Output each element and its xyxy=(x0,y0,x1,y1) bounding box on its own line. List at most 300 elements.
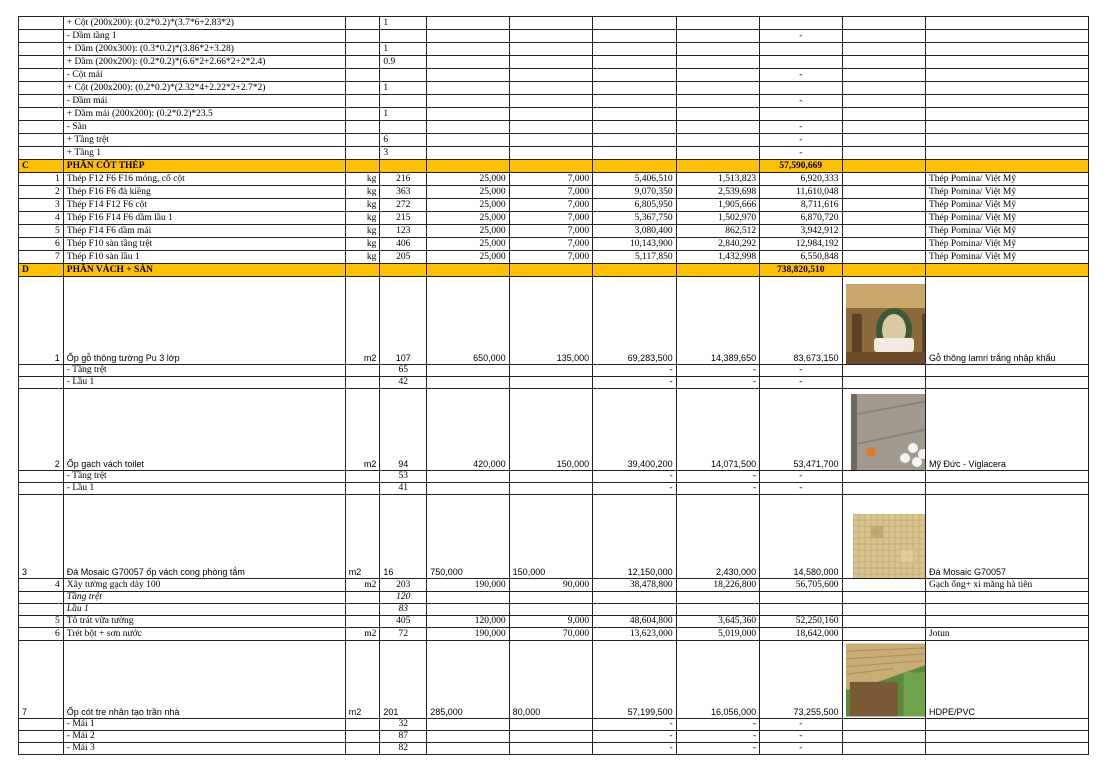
quantity-cell[interactable]: 3 xyxy=(380,147,427,160)
note-cell[interactable]: Thép Pomina/ Việt Mỹ xyxy=(926,186,1089,199)
labor-total-cell[interactable]: - xyxy=(676,743,759,755)
section-title[interactable]: PHẦN CỐT THÉP xyxy=(63,160,345,173)
material-price-cell[interactable]: 285,000 xyxy=(427,641,509,719)
labor-price-cell[interactable] xyxy=(509,604,592,616)
item-no-cell[interactable]: 6 xyxy=(19,238,64,251)
cell[interactable] xyxy=(427,17,509,30)
total-cell[interactable]: - xyxy=(760,719,842,731)
item-name-cell[interactable]: + Tầng trệt xyxy=(63,134,345,147)
cell[interactable] xyxy=(427,264,509,277)
material-price-cell[interactable] xyxy=(427,743,509,755)
cell[interactable] xyxy=(427,134,509,147)
note-cell[interactable]: HDPE/PVC xyxy=(926,641,1089,719)
cell[interactable] xyxy=(676,264,759,277)
quantity-cell[interactable]: 203 xyxy=(380,579,427,592)
material-price-cell[interactable]: 25,000 xyxy=(427,238,509,251)
quantity-cell[interactable]: 406 xyxy=(380,238,427,251)
cell[interactable] xyxy=(380,160,427,173)
note-cell[interactable] xyxy=(926,483,1089,495)
total-cell[interactable]: 53,471,700 xyxy=(760,389,842,471)
labor-price-cell[interactable]: 9,000 xyxy=(509,616,592,628)
item-name-cell[interactable]: - Sàn xyxy=(63,121,345,134)
item-name-cell[interactable]: Thép F16 F6 đà kiềng xyxy=(63,186,345,199)
item-no-cell[interactable] xyxy=(19,592,64,604)
note-cell[interactable] xyxy=(926,616,1089,628)
total-cell[interactable] xyxy=(760,17,842,30)
cell[interactable] xyxy=(593,30,676,43)
material-total-cell[interactable]: - xyxy=(593,731,676,743)
item-name-cell[interactable]: + Cột (200x200): (0.2*0.2)*(3.7*6+2.83*2) xyxy=(63,17,345,30)
item-no-cell[interactable] xyxy=(19,95,64,108)
material-price-cell[interactable] xyxy=(427,731,509,743)
labor-price-cell[interactable]: 7,000 xyxy=(509,186,592,199)
unit-cell[interactable]: m2 xyxy=(345,628,380,641)
material-total-cell[interactable]: - xyxy=(593,365,676,377)
item-no-cell[interactable] xyxy=(19,69,64,82)
material-total-cell[interactable]: 48,604,800 xyxy=(593,616,676,628)
item-name-cell[interactable]: + Dầm (200x200): (0.2*0.2)*(6.6*2+2.66*2+2*2.4) xyxy=(63,56,345,69)
material-price-cell[interactable]: 25,000 xyxy=(427,173,509,186)
quantity-cell[interactable]: 215 xyxy=(380,212,427,225)
cell[interactable] xyxy=(509,108,592,121)
material-total-cell[interactable]: 9,070,350 xyxy=(593,186,676,199)
note-cell[interactable] xyxy=(926,471,1089,483)
cell[interactable] xyxy=(380,264,427,277)
total-cell[interactable]: 56,705,600 xyxy=(760,579,842,592)
item-no-cell[interactable] xyxy=(19,56,64,69)
labor-price-cell[interactable] xyxy=(509,731,592,743)
item-name-cell[interactable]: Thép F14 F12 F6 cột xyxy=(63,199,345,212)
cell[interactable] xyxy=(676,95,759,108)
item-no-cell[interactable]: 7 xyxy=(19,641,64,719)
cell[interactable] xyxy=(509,160,592,173)
quantity-cell[interactable]: 107 xyxy=(380,277,427,365)
cell[interactable] xyxy=(427,30,509,43)
cell[interactable] xyxy=(509,82,592,95)
unit-cell[interactable]: m2 xyxy=(345,641,380,719)
labor-total-cell[interactable]: 1,513,823 xyxy=(676,173,759,186)
unit-cell[interactable] xyxy=(345,17,380,30)
cell[interactable] xyxy=(926,134,1089,147)
unit-cell[interactable]: m2 xyxy=(345,579,380,592)
item-no-cell[interactable] xyxy=(19,134,64,147)
material-total-cell[interactable] xyxy=(593,592,676,604)
material-total-cell[interactable]: - xyxy=(593,719,676,731)
total-cell[interactable]: 52,250,160 xyxy=(760,616,842,628)
quantity-cell[interactable]: 83 xyxy=(380,604,427,616)
labor-price-cell[interactable]: 150,000 xyxy=(509,495,592,579)
labor-price-cell[interactable]: 90,000 xyxy=(509,579,592,592)
cell[interactable] xyxy=(926,30,1089,43)
total-cell[interactable]: 12,984,192 xyxy=(760,238,842,251)
quantity-cell[interactable]: 1 xyxy=(380,108,427,121)
cell[interactable] xyxy=(509,134,592,147)
cell[interactable] xyxy=(842,56,925,69)
total-cell[interactable]: 6,920,333 xyxy=(760,173,842,186)
total-cell[interactable]: 8,711,616 xyxy=(760,199,842,212)
labor-total-cell[interactable]: - xyxy=(676,471,759,483)
labor-total-cell[interactable]: 18,226,800 xyxy=(676,579,759,592)
item-name-cell[interactable]: - Lầu 1 xyxy=(63,483,345,495)
note-cell[interactable]: Jotun xyxy=(926,628,1089,641)
cell[interactable] xyxy=(345,160,380,173)
total-cell[interactable]: - xyxy=(760,471,842,483)
unit-cell[interactable]: kg xyxy=(345,212,380,225)
labor-price-cell[interactable] xyxy=(509,483,592,495)
cell[interactable] xyxy=(842,147,925,160)
note-cell[interactable] xyxy=(926,365,1089,377)
item-name-cell[interactable]: Thép F10 sàn lầu 1 xyxy=(63,251,345,264)
material-total-cell[interactable]: 39,400,200 xyxy=(593,389,676,471)
material-price-cell[interactable] xyxy=(427,471,509,483)
item-name-cell[interactable]: - Dầm tầng 1 xyxy=(63,30,345,43)
item-no-cell[interactable]: 7 xyxy=(19,251,64,264)
total-cell[interactable]: - xyxy=(760,69,842,82)
total-cell[interactable]: - xyxy=(760,95,842,108)
section-code[interactable]: C xyxy=(19,160,64,173)
unit-cell[interactable]: kg xyxy=(345,186,380,199)
quantity-cell[interactable]: 123 xyxy=(380,225,427,238)
item-no-cell[interactable] xyxy=(19,743,64,755)
labor-total-cell[interactable]: 14,071,500 xyxy=(676,389,759,471)
labor-price-cell[interactable]: 7,000 xyxy=(509,212,592,225)
cell[interactable] xyxy=(593,121,676,134)
labor-total-cell[interactable]: 862,512 xyxy=(676,225,759,238)
item-no-cell[interactable] xyxy=(19,147,64,160)
cell[interactable] xyxy=(593,147,676,160)
cell[interactable] xyxy=(509,17,592,30)
cell[interactable] xyxy=(926,95,1089,108)
cell[interactable] xyxy=(427,95,509,108)
labor-price-cell[interactable] xyxy=(509,365,592,377)
item-name-cell[interactable]: - Mái 3 xyxy=(63,743,345,755)
item-name-cell[interactable]: Ốp gỗ thông tường Pu 3 lớp xyxy=(63,277,345,365)
section-code[interactable]: D xyxy=(19,264,64,277)
total-cell[interactable]: - xyxy=(760,377,842,389)
item-no-cell[interactable] xyxy=(19,377,64,389)
unit-cell[interactable]: kg xyxy=(345,173,380,186)
cell[interactable] xyxy=(676,108,759,121)
labor-total-cell[interactable]: 1,905,666 xyxy=(676,199,759,212)
note-cell[interactable]: Gạch ống+ xi măng hà tiên xyxy=(926,579,1089,592)
item-name-cell[interactable]: Thép F12 F6 F16 móng, cổ cột xyxy=(63,173,345,186)
material-price-cell[interactable] xyxy=(427,483,509,495)
material-total-cell[interactable]: 10,143,900 xyxy=(593,238,676,251)
cell[interactable] xyxy=(842,17,925,30)
quantity-cell[interactable]: 1 xyxy=(380,43,427,56)
quantity-cell[interactable]: 1 xyxy=(380,17,427,30)
cell[interactable] xyxy=(509,30,592,43)
cell[interactable] xyxy=(427,82,509,95)
cell[interactable] xyxy=(427,160,509,173)
total-cell[interactable] xyxy=(760,43,842,56)
labor-total-cell[interactable]: 14,389,650 xyxy=(676,277,759,365)
quantity-cell[interactable]: 53 xyxy=(380,471,427,483)
quantity-cell[interactable] xyxy=(380,121,427,134)
labor-total-cell[interactable]: 2,539,698 xyxy=(676,186,759,199)
cell[interactable] xyxy=(593,17,676,30)
total-cell[interactable]: - xyxy=(760,121,842,134)
item-name-cell[interactable]: + Dầm mái (200x200): (0.2*0.2)*23.5 xyxy=(63,108,345,121)
total-cell[interactable]: 18,642,000 xyxy=(760,628,842,641)
unit-cell[interactable] xyxy=(345,95,380,108)
cell[interactable] xyxy=(842,121,925,134)
item-no-cell[interactable]: 4 xyxy=(19,212,64,225)
material-price-cell[interactable]: 25,000 xyxy=(427,212,509,225)
material-price-cell[interactable] xyxy=(427,365,509,377)
item-no-cell[interactable]: 1 xyxy=(19,173,64,186)
unit-cell[interactable] xyxy=(345,43,380,56)
item-no-cell[interactable] xyxy=(19,365,64,377)
cell[interactable] xyxy=(427,108,509,121)
note-cell[interactable] xyxy=(926,604,1089,616)
unit-cell[interactable] xyxy=(345,743,380,755)
material-price-cell[interactable] xyxy=(427,719,509,731)
unit-cell[interactable] xyxy=(345,365,380,377)
item-no-cell[interactable]: 3 xyxy=(19,495,64,579)
note-cell[interactable] xyxy=(926,592,1089,604)
material-price-cell[interactable]: 25,000 xyxy=(427,199,509,212)
quantity-cell[interactable]: 42 xyxy=(380,377,427,389)
cell[interactable] xyxy=(593,95,676,108)
item-no-cell[interactable] xyxy=(19,604,64,616)
item-no-cell[interactable] xyxy=(19,30,64,43)
quantity-cell[interactable]: 65 xyxy=(380,365,427,377)
cell[interactable] xyxy=(427,43,509,56)
total-cell[interactable]: - xyxy=(760,483,842,495)
cell[interactable] xyxy=(842,264,925,277)
quantity-cell[interactable]: 87 xyxy=(380,731,427,743)
labor-price-cell[interactable] xyxy=(509,719,592,731)
item-no-cell[interactable]: 3 xyxy=(19,199,64,212)
labor-total-cell[interactable]: - xyxy=(676,365,759,377)
item-no-cell[interactable] xyxy=(19,43,64,56)
quantity-cell[interactable] xyxy=(380,69,427,82)
cell[interactable] xyxy=(427,121,509,134)
material-price-cell[interactable] xyxy=(427,592,509,604)
note-cell[interactable]: Thép Pomina/ Việt Mỹ xyxy=(926,238,1089,251)
note-cell[interactable]: Thép Pomina/ Việt Mỹ xyxy=(926,199,1089,212)
item-name-cell[interactable]: Thép F16 F14 F6 dầm lầu 1 xyxy=(63,212,345,225)
cell[interactable] xyxy=(926,56,1089,69)
quantity-cell[interactable]: 205 xyxy=(380,251,427,264)
item-name-cell[interactable]: + Dầm (200x300): (0.3*0.2)*(3.86*2+3.28) xyxy=(63,43,345,56)
cell[interactable] xyxy=(593,69,676,82)
unit-cell[interactable] xyxy=(345,69,380,82)
quantity-cell[interactable]: 6 xyxy=(380,134,427,147)
cell[interactable] xyxy=(926,69,1089,82)
item-no-cell[interactable]: 4 xyxy=(19,579,64,592)
unit-cell[interactable] xyxy=(345,147,380,160)
cell[interactable] xyxy=(345,264,380,277)
unit-cell[interactable] xyxy=(345,592,380,604)
material-price-cell[interactable]: 190,000 xyxy=(427,628,509,641)
cell[interactable] xyxy=(509,147,592,160)
item-no-cell[interactable] xyxy=(19,17,64,30)
cell[interactable] xyxy=(427,69,509,82)
cell[interactable] xyxy=(676,147,759,160)
total-cell[interactable] xyxy=(760,108,842,121)
cell[interactable] xyxy=(926,160,1089,173)
material-total-cell[interactable]: - xyxy=(593,743,676,755)
total-cell[interactable] xyxy=(760,56,842,69)
material-total-cell[interactable]: 12,150,000 xyxy=(593,495,676,579)
cell[interactable] xyxy=(593,108,676,121)
item-no-cell[interactable] xyxy=(19,719,64,731)
cell[interactable] xyxy=(926,264,1089,277)
quantity-cell[interactable]: 94 xyxy=(380,389,427,471)
material-price-cell[interactable]: 25,000 xyxy=(427,225,509,238)
cell[interactable] xyxy=(509,121,592,134)
cell[interactable] xyxy=(842,82,925,95)
material-price-cell[interactable]: 25,000 xyxy=(427,251,509,264)
item-no-cell[interactable] xyxy=(19,121,64,134)
item-no-cell[interactable]: 6 xyxy=(19,628,64,641)
unit-cell[interactable] xyxy=(345,616,380,628)
material-total-cell[interactable]: - xyxy=(593,471,676,483)
material-price-cell[interactable] xyxy=(427,377,509,389)
item-name-cell[interactable]: - Dầm mái xyxy=(63,95,345,108)
item-no-cell[interactable]: 1 xyxy=(19,277,64,365)
note-cell[interactable]: Đá Mosaic G70057 xyxy=(926,495,1089,579)
labor-total-cell[interactable]: 16,056,000 xyxy=(676,641,759,719)
cell[interactable] xyxy=(926,121,1089,134)
cell[interactable] xyxy=(593,264,676,277)
item-no-cell[interactable] xyxy=(19,483,64,495)
item-name-cell[interactable]: Ốp cót tre nhân tạo trần nhà xyxy=(63,641,345,719)
material-total-cell[interactable] xyxy=(593,604,676,616)
cell[interactable] xyxy=(509,69,592,82)
cell[interactable] xyxy=(509,56,592,69)
quantity-cell[interactable]: 120 xyxy=(380,592,427,604)
item-name-cell[interactable]: Tô trát vữa tường xyxy=(63,616,345,628)
labor-price-cell[interactable]: 135,000 xyxy=(509,277,592,365)
quantity-cell[interactable]: 216 xyxy=(380,173,427,186)
section-total[interactable]: 57,590,669 xyxy=(760,160,842,173)
item-no-cell[interactable] xyxy=(19,108,64,121)
labor-total-cell[interactable]: - xyxy=(676,731,759,743)
item-no-cell[interactable]: 2 xyxy=(19,389,64,471)
labor-price-cell[interactable] xyxy=(509,471,592,483)
item-name-cell[interactable]: - Tầng trệt xyxy=(63,471,345,483)
cell[interactable] xyxy=(842,30,925,43)
material-total-cell[interactable]: - xyxy=(593,483,676,495)
material-price-cell[interactable] xyxy=(427,604,509,616)
cell[interactable] xyxy=(926,17,1089,30)
quantity-cell[interactable]: 405 xyxy=(380,616,427,628)
total-cell[interactable]: - xyxy=(760,30,842,43)
material-total-cell[interactable]: 13,623,000 xyxy=(593,628,676,641)
unit-cell[interactable]: kg xyxy=(345,238,380,251)
cell[interactable] xyxy=(676,43,759,56)
quantity-cell[interactable]: 16 xyxy=(380,495,427,579)
unit-cell[interactable] xyxy=(345,731,380,743)
cell[interactable] xyxy=(593,56,676,69)
material-price-cell[interactable]: 650,000 xyxy=(427,277,509,365)
unit-cell[interactable] xyxy=(345,108,380,121)
unit-cell[interactable] xyxy=(345,121,380,134)
total-cell[interactable]: 83,673,150 xyxy=(760,277,842,365)
unit-cell[interactable] xyxy=(345,56,380,69)
material-total-cell[interactable]: 57,199,500 xyxy=(593,641,676,719)
material-total-cell[interactable]: 6,805,950 xyxy=(593,199,676,212)
cell[interactable] xyxy=(842,69,925,82)
item-name-cell[interactable]: - Tầng trệt xyxy=(63,365,345,377)
item-name-cell[interactable]: - Mái 1 xyxy=(63,719,345,731)
labor-total-cell[interactable]: 3,645,360 xyxy=(676,616,759,628)
total-cell[interactable]: - xyxy=(760,134,842,147)
quantity-cell[interactable]: 82 xyxy=(380,743,427,755)
labor-total-cell[interactable] xyxy=(676,604,759,616)
total-cell[interactable]: 6,550,848 xyxy=(760,251,842,264)
cell[interactable] xyxy=(842,95,925,108)
quantity-cell[interactable] xyxy=(380,30,427,43)
item-name-cell[interactable]: Tầng trệt xyxy=(63,592,345,604)
note-cell[interactable]: Thép Pomina/ Việt Mỹ xyxy=(926,173,1089,186)
cell[interactable] xyxy=(676,82,759,95)
unit-cell[interactable] xyxy=(345,719,380,731)
section-total[interactable]: 738,820,510 xyxy=(760,264,842,277)
section-title[interactable]: PHẦN VÁCH + SÀN xyxy=(63,264,345,277)
labor-price-cell[interactable]: 80,000 xyxy=(509,641,592,719)
material-price-cell[interactable]: 750,000 xyxy=(427,495,509,579)
note-cell[interactable]: Gỗ thông lamri trắng nhập khẩu xyxy=(926,277,1089,365)
item-no-cell[interactable]: 5 xyxy=(19,225,64,238)
unit-cell[interactable] xyxy=(345,483,380,495)
quantity-cell[interactable]: 72 xyxy=(380,628,427,641)
total-cell[interactable]: - xyxy=(760,365,842,377)
labor-price-cell[interactable] xyxy=(509,377,592,389)
quantity-cell[interactable]: 363 xyxy=(380,186,427,199)
labor-price-cell[interactable]: 70,000 xyxy=(509,628,592,641)
note-cell[interactable]: Mỹ Đức - Viglacera xyxy=(926,389,1089,471)
labor-total-cell[interactable]: 5,019,000 xyxy=(676,628,759,641)
item-no-cell[interactable] xyxy=(19,471,64,483)
note-cell[interactable]: Thép Pomina/ Việt Mỹ xyxy=(926,251,1089,264)
item-name-cell[interactable]: Đá Mosaic G70057 ốp vách cong phòng tắm xyxy=(63,495,345,579)
labor-total-cell[interactable]: 2,430,000 xyxy=(676,495,759,579)
note-cell[interactable] xyxy=(926,719,1089,731)
material-total-cell[interactable]: 69,283,500 xyxy=(593,277,676,365)
cell[interactable] xyxy=(593,160,676,173)
total-cell[interactable] xyxy=(760,82,842,95)
unit-cell[interactable]: m2 xyxy=(345,277,380,365)
total-cell[interactable]: 14,580,000 xyxy=(760,495,842,579)
quantity-cell[interactable] xyxy=(380,95,427,108)
labor-price-cell[interactable]: 7,000 xyxy=(509,173,592,186)
cell[interactable] xyxy=(593,134,676,147)
cell[interactable] xyxy=(676,121,759,134)
material-price-cell[interactable]: 120,000 xyxy=(427,616,509,628)
unit-cell[interactable] xyxy=(345,134,380,147)
unit-cell[interactable] xyxy=(345,30,380,43)
material-total-cell[interactable]: - xyxy=(593,377,676,389)
cell[interactable] xyxy=(676,17,759,30)
total-cell[interactable]: 6,870,720 xyxy=(760,212,842,225)
note-cell[interactable]: Thép Pomina/ Việt Mỹ xyxy=(926,212,1089,225)
item-name-cell[interactable]: - Mái 2 xyxy=(63,731,345,743)
cell[interactable] xyxy=(676,134,759,147)
unit-cell[interactable] xyxy=(345,471,380,483)
quantity-cell[interactable]: 201 xyxy=(380,641,427,719)
item-name-cell[interactable]: Xây tường gạch dày 100 xyxy=(63,579,345,592)
item-name-cell[interactable]: - Cột mái xyxy=(63,69,345,82)
material-total-cell[interactable]: 38,478,800 xyxy=(593,579,676,592)
note-cell[interactable] xyxy=(926,731,1089,743)
item-name-cell[interactable]: Thép F14 F6 dầm mái xyxy=(63,225,345,238)
total-cell[interactable]: - xyxy=(760,743,842,755)
item-name-cell[interactable]: - Lầu 1 xyxy=(63,377,345,389)
